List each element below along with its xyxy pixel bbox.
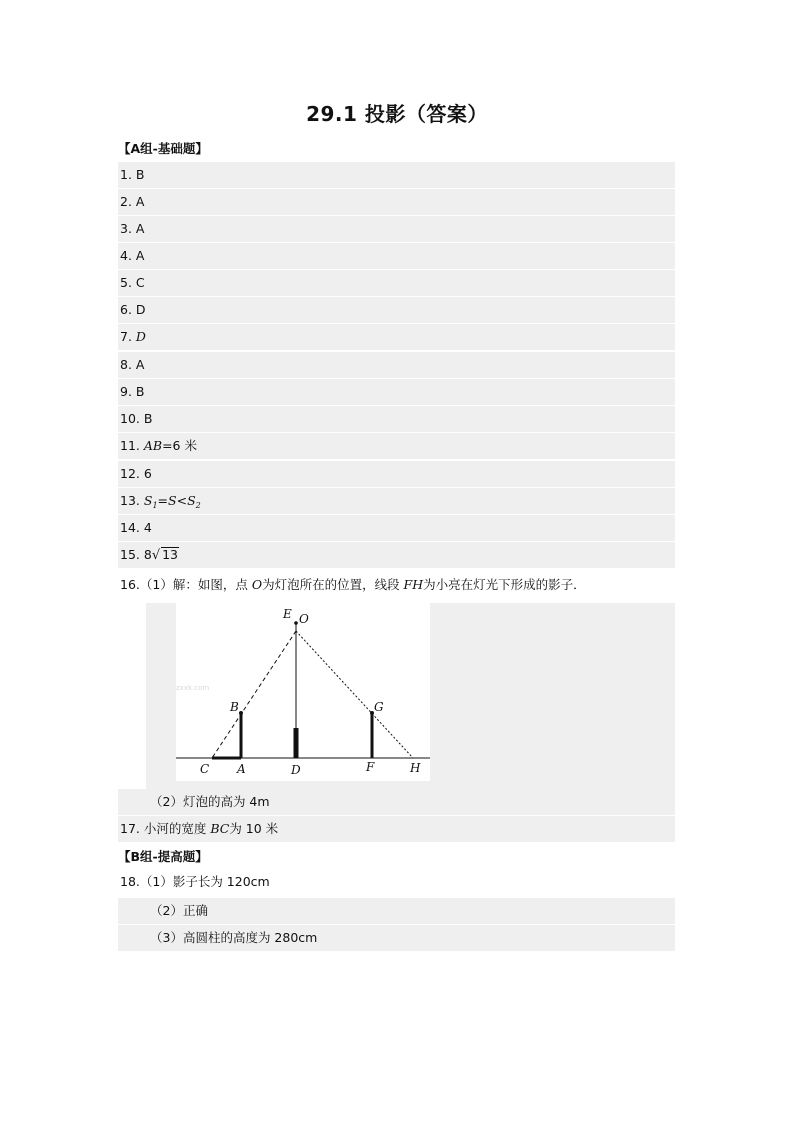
light-ray-oh bbox=[296, 631, 413, 758]
answer-16-point-o: O bbox=[251, 577, 263, 592]
answer-13-number: 13. bbox=[120, 493, 144, 508]
answer-16-middle: 为灯泡所在的位置，线段 bbox=[262, 577, 404, 592]
label-c: C bbox=[200, 762, 210, 776]
answer-18-part-3: （3）高圆柱的高度为 280cm bbox=[118, 925, 675, 951]
answer-4: 4. A bbox=[118, 243, 675, 269]
light-ray-oc bbox=[212, 631, 296, 758]
light-shadow-diagram bbox=[176, 603, 430, 781]
page-title: 29.1 投影（答案） bbox=[306, 102, 488, 126]
answer-6: 6. D bbox=[118, 297, 675, 323]
answer-16-prefix: 16.（1）解：如图，点 bbox=[120, 577, 252, 592]
answer-8: 8. A bbox=[118, 352, 675, 378]
answer-13-equals: = bbox=[157, 493, 169, 508]
answer-18-part-1: 18.（1）影子长为 120cm bbox=[120, 874, 270, 889]
answer-13-s2: S bbox=[187, 493, 196, 508]
answer-11-variable: AB bbox=[143, 438, 163, 453]
answer-16-suffix: 为小亮在灯光下形成的影子． bbox=[423, 577, 586, 592]
answer-13-s1: S bbox=[143, 493, 153, 508]
point-e bbox=[294, 621, 298, 625]
answer-16 bbox=[118, 572, 675, 598]
label-o: O bbox=[299, 612, 309, 626]
answer-16-part-2: （2）灯泡的高为 4m bbox=[118, 789, 675, 815]
answer-13-s: S bbox=[168, 493, 177, 508]
radical-sign: √ bbox=[151, 548, 161, 563]
point-b bbox=[239, 711, 243, 715]
answer-11 bbox=[118, 433, 675, 459]
answer-5: 5. C bbox=[118, 270, 675, 296]
watermark-text: zxxk.com bbox=[176, 684, 210, 692]
label-d: D bbox=[291, 763, 301, 777]
answer-13-sub2: 2 bbox=[195, 501, 201, 510]
answer-1: 1. B bbox=[118, 162, 675, 188]
answer-7-number: 7. bbox=[120, 329, 136, 344]
answer-18-part-2: （2）正确 bbox=[118, 898, 675, 924]
answer-15-coefficient: 8 bbox=[143, 547, 152, 562]
answer-17-variable: BC bbox=[210, 821, 230, 836]
answer-14: 14. 4 bbox=[118, 515, 675, 541]
answer-7 bbox=[118, 324, 675, 350]
answer-13-sub1: 1 bbox=[152, 501, 158, 510]
section-b-heading: 【B组-提高题】 bbox=[118, 849, 208, 864]
answer-2: 2. A bbox=[118, 189, 675, 215]
answer-7-value: D bbox=[135, 329, 146, 344]
answer-11-value: =6 米 bbox=[162, 438, 197, 453]
answer-16-segment-fh: FH bbox=[403, 577, 424, 592]
answer-12: 12. 6 bbox=[118, 461, 675, 487]
geometry-figure bbox=[176, 603, 430, 781]
answer-9: 9. B bbox=[118, 379, 675, 405]
label-g: G bbox=[374, 700, 384, 714]
answer-15 bbox=[118, 542, 675, 568]
answer-3: 3. A bbox=[118, 216, 675, 242]
answer-15-number: 15. bbox=[120, 547, 144, 562]
answer-17 bbox=[118, 816, 675, 842]
answer-15-radicand: 13 bbox=[162, 547, 179, 562]
answer-11-number: 11. bbox=[120, 438, 144, 453]
answer-10: 10. B bbox=[118, 406, 675, 432]
label-h: H bbox=[410, 761, 421, 775]
label-f: F bbox=[366, 760, 375, 774]
label-a: A bbox=[237, 762, 246, 776]
answer-17-suffix: 为 10 米 bbox=[229, 821, 279, 836]
answer-17-prefix: 17. 小河的宽度 bbox=[120, 821, 211, 836]
label-e: E bbox=[283, 607, 292, 621]
label-b: B bbox=[230, 700, 239, 714]
answer-13 bbox=[118, 488, 675, 514]
section-a-heading: 【A组-基础题】 bbox=[118, 141, 208, 156]
answer-13-less-than: < bbox=[176, 493, 188, 508]
